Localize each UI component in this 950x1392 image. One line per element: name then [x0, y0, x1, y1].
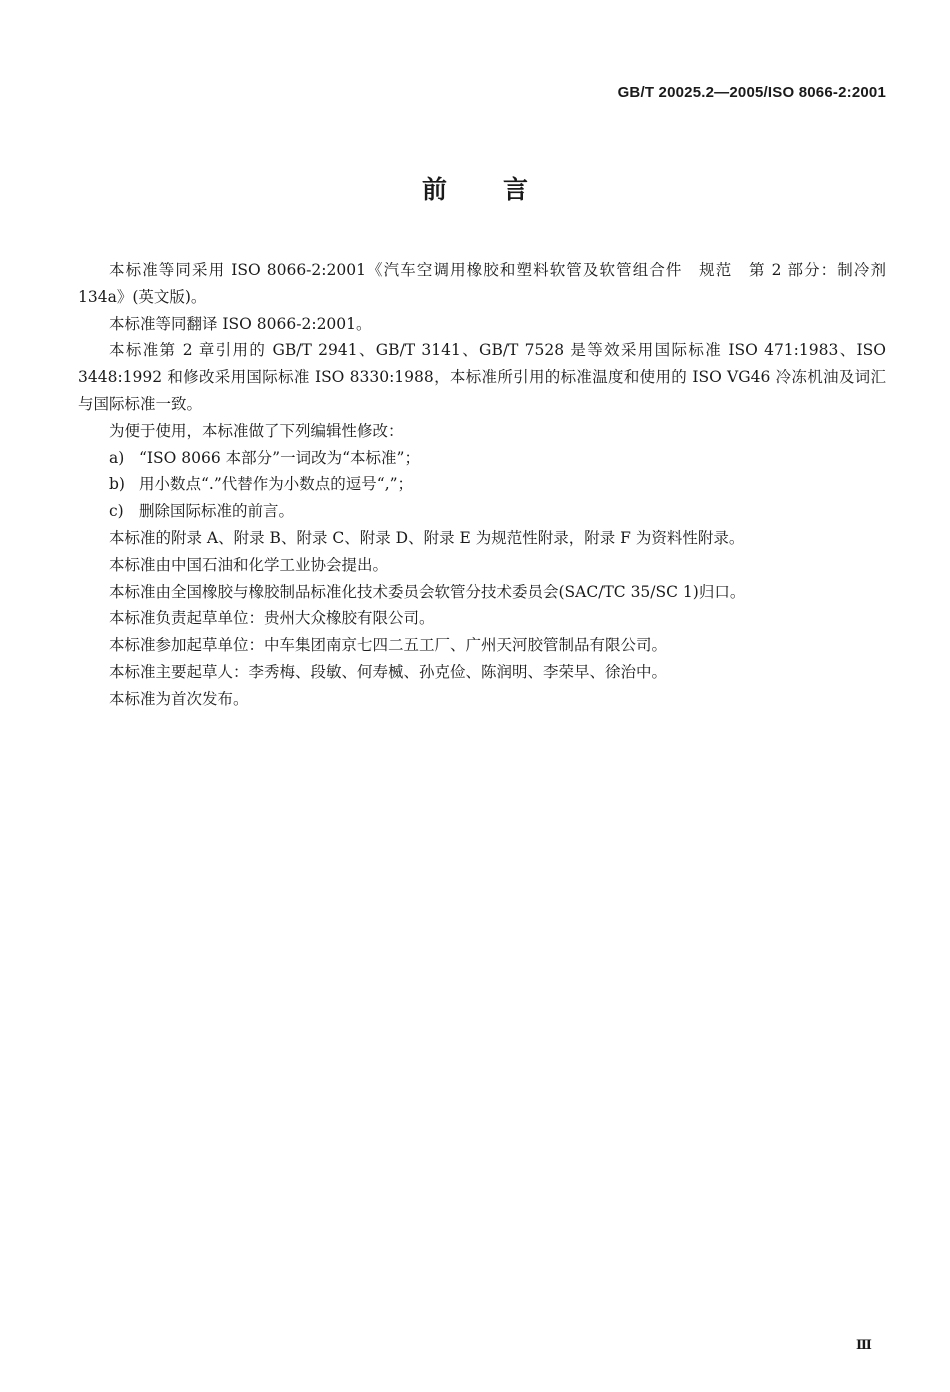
paragraph: 本标准等同翻译 ISO 8066-2:2001。	[109, 314, 372, 333]
paragraph: 本标准由中国石油和化学工业协会提出。	[109, 555, 389, 574]
paragraph: 本标准等同采用 ISO 8066-2:2001《汽车空调用橡胶和塑料软管及软管组合件 规范 第 2 部分：制冷剂 134a》(英文版)。	[78, 261, 886, 306]
list-item	[78, 471, 886, 498]
paragraph: 本标准第 2 章引用的 GB/T 2941、GB/T 3141、GB/T 7528 是等效采用国际标准 ISO 471:1983、ISO 3448:1992 和修改采用国际标准 ISO 8330:1988，本标准所引用的标准温度和使用的 ISO VG46 冷冻机油及词汇与国际标准一致。	[78, 341, 886, 413]
list-item	[78, 498, 886, 525]
list-item-text: 用小数点“.”代替作为小数点的逗号“,”；	[139, 475, 414, 494]
list-marker: a)	[109, 448, 125, 467]
list-marker: b)	[109, 475, 125, 494]
paragraph: 本标准由全国橡胶与橡胶制品标准化技术委员会软管分技术委员会(SAC/TC 35/SC 1)归口。	[109, 582, 746, 601]
list-item	[78, 445, 886, 472]
paragraph: 本标准的附录 A、附录 B、附录 C、附录 D、附录 E 为规范性附录，附录 F 为资料性附录。	[109, 528, 745, 547]
list-marker: c)	[109, 502, 124, 521]
list-item-text: 删除国际标准的前言。	[139, 502, 295, 521]
paragraph: 为便于使用，本标准做了下列编辑性修改：	[109, 421, 404, 440]
paragraph: 本标准主要起草人：李秀梅、段敏、何寿楲、孙克俭、陈润明、李荣早、徐治中。	[109, 662, 668, 681]
page-title: 前言	[421, 175, 584, 204]
page-number: Ⅲ	[856, 1337, 872, 1352]
list-item-text: “ISO 8066 本部分”一词改为“本标准”；	[139, 448, 420, 467]
standard-code: GB/T 20025.2—2005/ISO 8066-2:2001	[617, 84, 886, 101]
paragraph: 本标准负责起草单位：贵州大众橡胶有限公司。	[109, 609, 435, 628]
document-body	[78, 257, 886, 713]
paragraph: 本标准参加起草单位：中车集团南京七四二五工厂、广州天河胶管制品有限公司。	[109, 636, 668, 655]
paragraph: 本标准为首次发布。	[109, 689, 249, 708]
